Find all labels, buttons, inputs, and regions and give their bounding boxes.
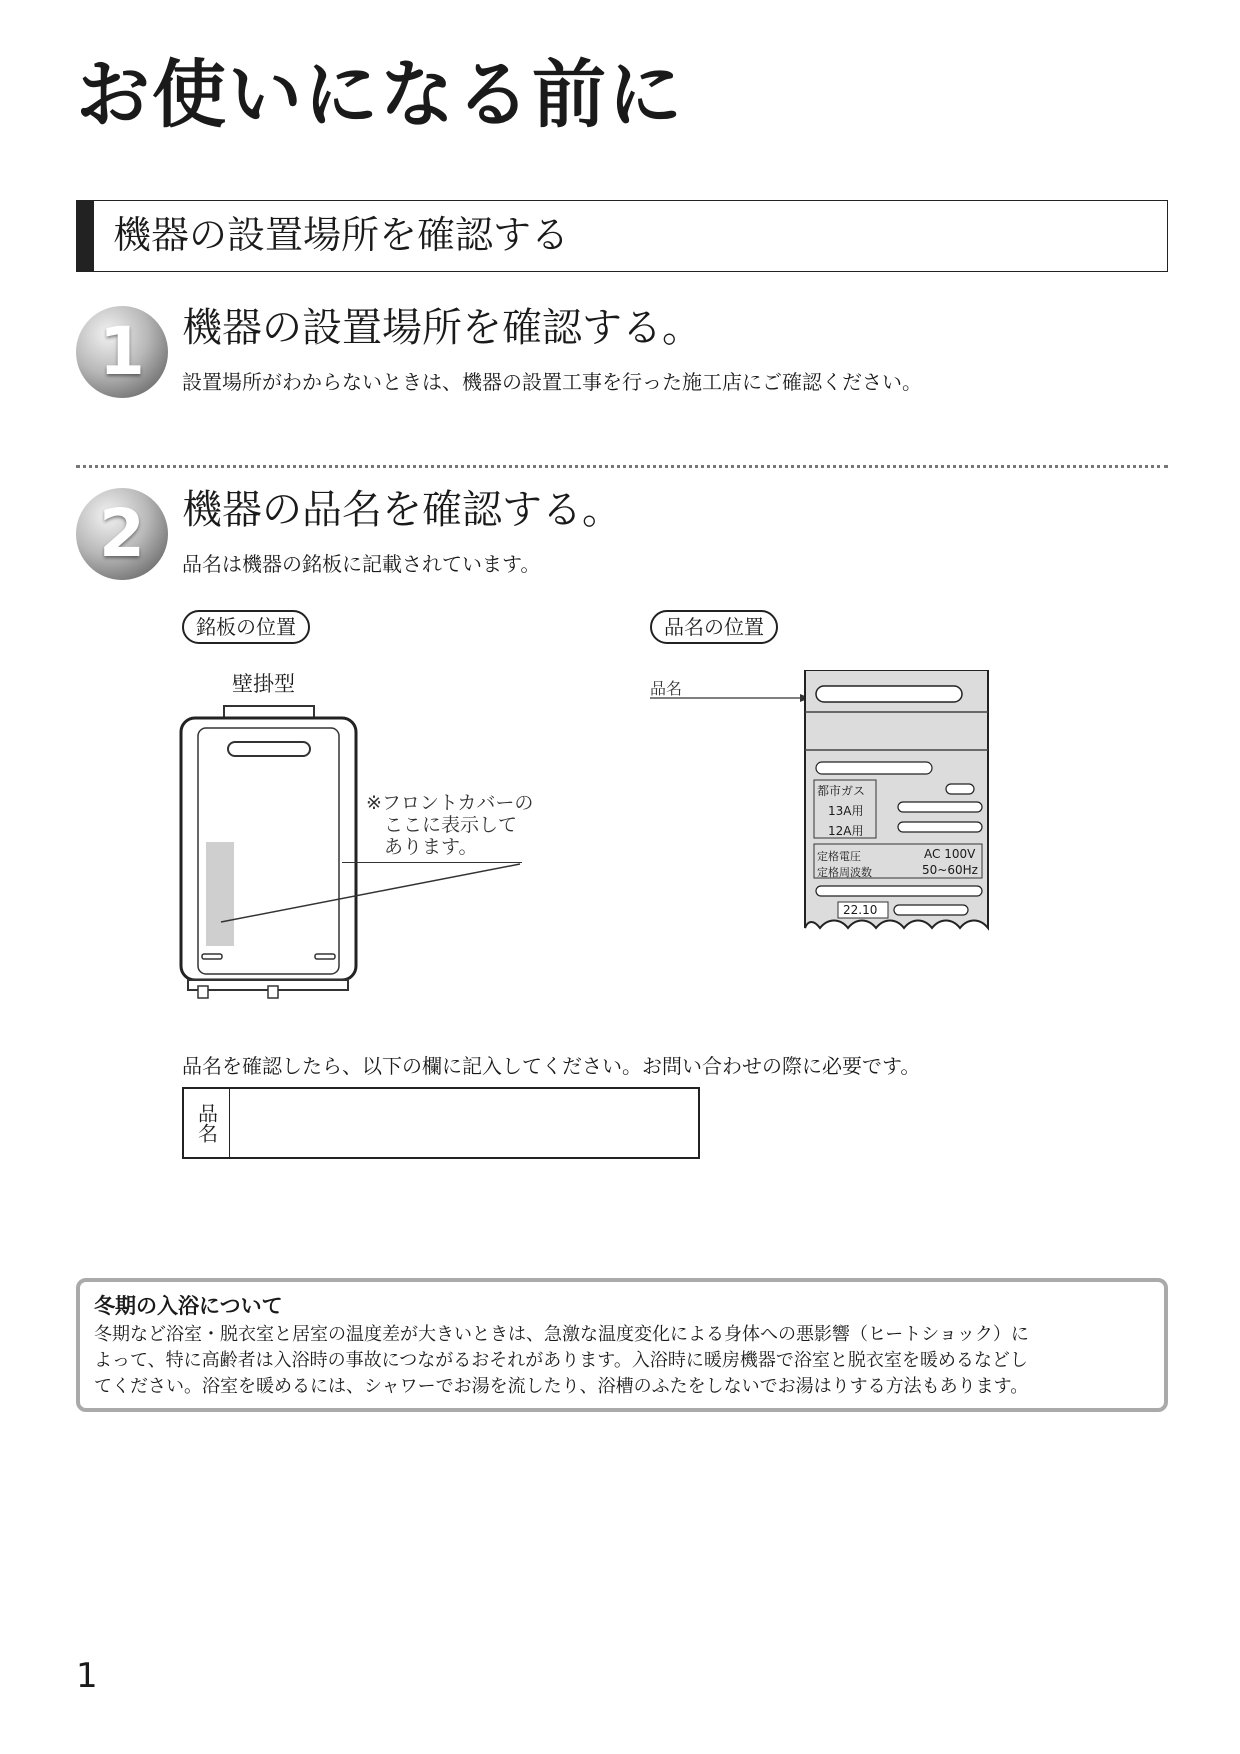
step-1-number-icon: 1 [76, 306, 168, 398]
step-1-description: 設置場所がわからないときは、機器の設置工事を行った施工店にご確認ください。 [182, 370, 922, 394]
nameplate-location-label: 銘板の位置 [182, 610, 310, 644]
product-name-entry-label-cell [184, 1089, 230, 1157]
winter-bath-notice [76, 1278, 1168, 1412]
product-name-location-label: 品名の位置 [650, 610, 778, 644]
plate-voltage-value: AC 100V [924, 847, 976, 861]
product-name-entry-label: 品名 [194, 1103, 219, 1143]
plate-gas-13a: 13A用 [828, 804, 864, 818]
section-header-title: 機器の設置場所を確認する [113, 213, 570, 257]
plate-voltage-label: 定格電圧 [817, 850, 861, 863]
plate-frequency-label: 定格周波数 [817, 866, 872, 879]
plate-gas-12a: 12A用 [828, 824, 864, 838]
callout-underline [342, 862, 522, 863]
callout-line-3: あります。 [384, 836, 478, 858]
page-number: 1 [76, 1656, 98, 1696]
callout-line-2: ここに表示して [384, 814, 518, 836]
plate-gas-label: 都市ガス [817, 784, 866, 798]
winter-bath-line-3: てください。浴室を暖めるには、シャワーでお湯を流したり、浴槽のふたをしないでお湯はりする方法もあります。 [94, 1376, 1029, 1397]
callout-line-1: ※フロントカバーの [366, 792, 534, 814]
nameplate-callout [366, 792, 533, 858]
winter-bath-title: 冬期の入浴について [94, 1294, 283, 1318]
winter-bath-line-2: よって、特に高齢者は入浴時の事故につながるおそれがあります。入浴時に暖房機器で浴室と脱衣室を暖めるなどし [94, 1350, 1028, 1371]
section-header [76, 200, 1168, 272]
fill-in-instruction: 品名を確認したら、以下の欄に記入してください。お問い合わせの際に必要です。 [182, 1054, 921, 1078]
section-header-bar [77, 201, 94, 271]
winter-bath-body [94, 1322, 1150, 1400]
step-2-number-icon: 2 [76, 488, 168, 580]
wall-mount-type-label: 壁掛型 [232, 672, 295, 696]
step-2-title: 機器の品名を確認する。 [182, 487, 622, 533]
plate-serial-prefix: 22.10 [843, 903, 878, 917]
product-name-entry-box[interactable] [182, 1087, 700, 1159]
dotted-divider [76, 465, 1168, 468]
winter-bath-line-1: 冬期など浴室・脱衣室と居室の温度差が大きいときは、急激な温度変化による身体への悪影響（ヒートショック）に [94, 1324, 1029, 1345]
product-name-pointer-label: 品名 [650, 679, 683, 698]
page-title: お使いになる前に [76, 52, 684, 138]
step-2-description: 品名は機器の銘板に記載されています。 [182, 552, 541, 576]
plate-frequency-value: 50~60Hz [922, 863, 978, 877]
step-1-title: 機器の設置場所を確認する。 [182, 305, 702, 351]
